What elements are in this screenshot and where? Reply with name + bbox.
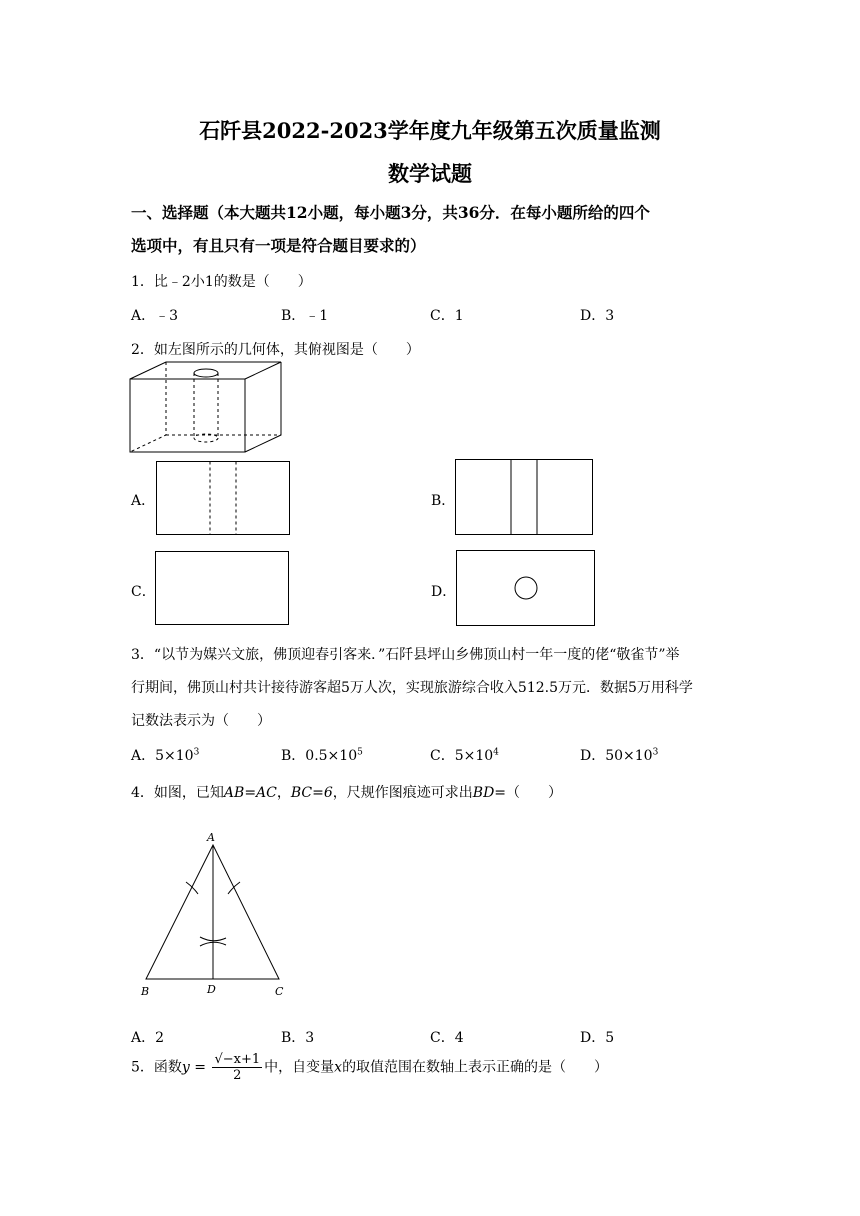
q4-option-d: D．5 (580, 1030, 615, 1046)
q3-stem-line3: 记数法表示为（ ） (131, 713, 271, 729)
q4-option-c: C．4 (430, 1030, 464, 1046)
q1-option-b: B．﹣1 (281, 308, 329, 324)
q2-solid-figure (128, 360, 288, 455)
q1-option-d: D．3 (580, 308, 615, 324)
q1-stem: 1．比﹣2小1的数是（ ） (131, 274, 312, 290)
q3-option-b: B．$0.5\times 10^5$ (281, 747, 363, 764)
q4-stem: 4．如图，已知AB=AC，BC=6，尺规作图痕迹可求出BD=（ ） (131, 785, 563, 801)
q2-option-b-label: B． (431, 493, 456, 509)
q3-option-a: A．$5\times 10^3$ (131, 747, 200, 764)
section-heading-line2: 选项中，有且只有一项是符合题目要求的） (131, 236, 426, 255)
q4-option-a: A．2 (131, 1030, 165, 1046)
q4-label-d: D (207, 983, 216, 996)
q4-triangle-figure (140, 828, 290, 1003)
q5-fraction: $\frac{√-x+1}{2}$ (214, 1052, 261, 1083)
q3-option-d: D．$50\times 10^3$ (580, 747, 659, 764)
q3-stem-line2: 行期间，佛顶山村共计接待游客超5万人次，实现旅游综合收入512.5万元．数据5万用科学 (131, 680, 693, 696)
q2-stem: 2．如左图所示的几何体，其俯视图是（ ） (131, 342, 420, 358)
q1-option-a: A．﹣3 (131, 308, 179, 324)
q4-label-b: B (141, 985, 150, 998)
q2-option-c-label: C． (131, 584, 156, 600)
q1-option-c: C．1 (430, 308, 464, 324)
q2-option-d-figure (456, 550, 596, 627)
q2-option-a-label: A． (131, 493, 156, 509)
q5-stem: 5．函数y = $\frac{√-x+1}{2}$ 中，自变量x的取值范围在数轴上表示正确的是（ ） (131, 1052, 609, 1083)
q4-option-b: B．3 (281, 1030, 315, 1046)
document-subtitle: 数学试题 (388, 161, 472, 186)
q2-option-c-figure (155, 551, 290, 626)
q2-option-b-figure (455, 459, 594, 536)
q2-option-d-label: D． (431, 584, 457, 600)
q3-stem-line1: 3．“以节为媒兴文旅，佛顶迎春引客来．”石阡县坪山乡佛顶山村一年一度的佬“敬雀节”举 (131, 647, 680, 663)
q2-option-a-figure (156, 461, 291, 536)
q4-label-a: A (207, 831, 215, 844)
q4-label-c: C (275, 985, 284, 998)
section-heading-line1: 一、选择题（本大题共12小题，每小题3分，共36分．在每小题所给的四个 (131, 203, 650, 222)
document-title: 石阡县2022-2023学年度九年级第五次质量监测 (199, 118, 661, 143)
q3-option-c: C．$5\times 10^4$ (430, 747, 499, 764)
